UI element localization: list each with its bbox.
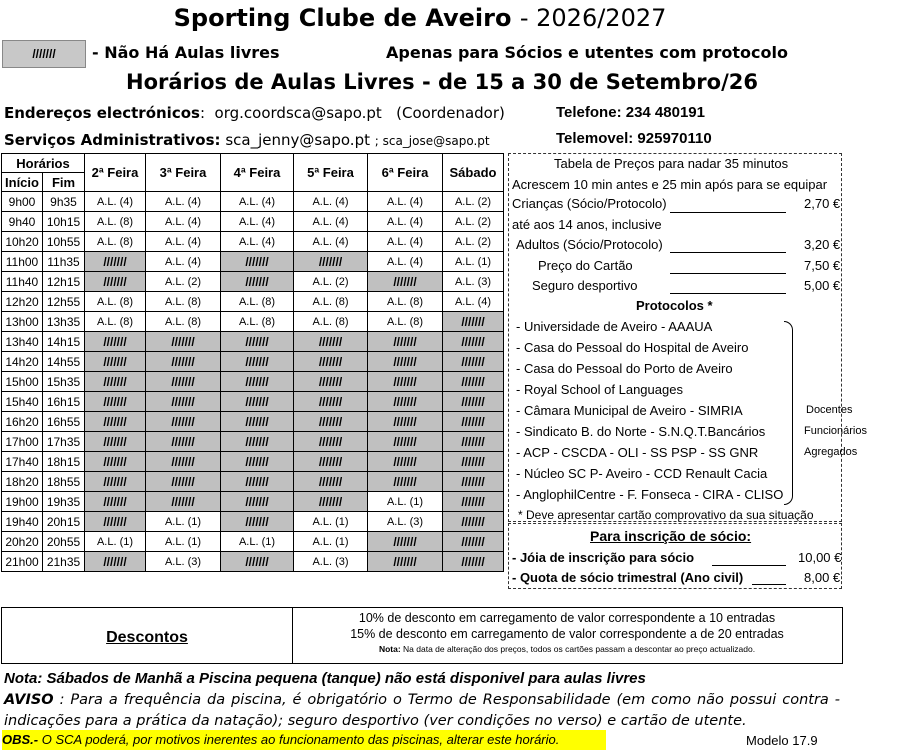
email-coordinator[interactable]: org.coordsca@sapo.pt [214, 104, 382, 122]
start-time: 13h00 [2, 312, 43, 332]
end-time: 12h55 [43, 292, 85, 312]
free-class-cell: A.L. (8) [221, 312, 294, 332]
no-class-cell: /////// [221, 392, 294, 412]
no-class-cell: /////// [221, 552, 294, 572]
free-class-cell: A.L. (2) [294, 272, 368, 292]
table-row [2, 232, 504, 252]
quota-price: 8,00 € [804, 570, 841, 585]
adults-price: 3,20 € [804, 237, 841, 252]
end-time: 13h35 [43, 312, 85, 332]
no-class-cell: /////// [85, 332, 146, 352]
end-time: 16h55 [43, 412, 85, 432]
free-class-cell: A.L. (4) [294, 212, 368, 232]
no-class-cell: /////// [85, 252, 146, 272]
end-time: 12h15 [43, 272, 85, 292]
no-class-cell: /////// [443, 372, 504, 392]
no-class-cell: /////// [146, 332, 221, 352]
joia-price: 10,00 € [798, 550, 842, 565]
obs-banner [2, 730, 606, 750]
free-class-cell: A.L. (4) [146, 192, 221, 212]
end-time: 14h55 [43, 352, 85, 372]
table-row [2, 512, 504, 532]
free-class-cell: A.L. (8) [294, 312, 368, 332]
start-time: 15h40 [2, 392, 43, 412]
discount-note [292, 644, 842, 654]
free-class-cell: A.L. (4) [368, 232, 443, 252]
discount-line: 15% de desconto em carregamento de valor correspondente a de 20 entradas [350, 627, 784, 641]
membership-title: Para inscrição de sócio: [590, 528, 752, 544]
no-class-cell: /////// [443, 492, 504, 512]
start-time: 15h00 [2, 372, 43, 392]
no-class-cell: /////// [146, 492, 221, 512]
model-number: Modelo 17.9 [746, 733, 818, 748]
no-class-cell: /////// [85, 432, 146, 452]
no-class-cell: /////// [294, 432, 368, 452]
day-header: 4ª Feira [221, 154, 294, 192]
no-class-cell: /////// [146, 412, 221, 432]
no-class-cell: /////// [443, 312, 504, 332]
end-time: 20h55 [43, 532, 85, 552]
protocols-title: Protocolos * [636, 298, 713, 313]
free-class-cell: A.L. (3) [368, 512, 443, 532]
quota-label: - Quota de sócio trimestral (Ano civil) [512, 570, 744, 585]
end-time: 10h15 [43, 212, 85, 232]
no-class-cell: /////// [221, 372, 294, 392]
start-time: 11h00 [2, 252, 43, 272]
table-row [2, 372, 504, 392]
free-class-cell: A.L. (4) [146, 232, 221, 252]
no-class-cell: /////// [443, 432, 504, 452]
no-class-cell: /////// [221, 492, 294, 512]
table-row [2, 332, 504, 352]
free-class-cell: A.L. (4) [368, 192, 443, 212]
no-class-cell: /////// [85, 492, 146, 512]
start-time: 20h20 [2, 532, 43, 552]
no-class-cell: /////// [85, 452, 146, 472]
end-time: 14h15 [43, 332, 85, 352]
free-class-cell: A.L. (2) [443, 212, 504, 232]
protocol-item: - Câmara Municipal de Aveiro - SIMRIA [516, 403, 743, 418]
protocol-item: - Universidade de Aveiro - AAAUA [516, 319, 713, 334]
end-time: 19h35 [43, 492, 85, 512]
protocol-item: - Núcleo SC P- Aveiro - CCD Renault Cacia [516, 466, 768, 481]
end-time: 9h35 [43, 192, 85, 212]
no-class-cell: /////// [443, 332, 504, 352]
table-row [2, 452, 504, 472]
day-header: 5ª Feira [294, 154, 368, 192]
emails-label: Endereços electrónicos [4, 104, 200, 122]
free-class-cell: A.L. (1) [146, 512, 221, 532]
no-class-cell: /////// [146, 432, 221, 452]
free-class-cell: A.L. (8) [368, 312, 443, 332]
no-class-cell: /////// [146, 452, 221, 472]
coordinator-note: (Coordenador) [396, 104, 505, 122]
no-class-cell: /////// [221, 272, 294, 292]
no-class-cell: /////// [294, 352, 368, 372]
day-header: 3ª Feira [146, 154, 221, 192]
start-time: 9h00 [2, 192, 43, 212]
free-class-cell: A.L. (8) [146, 312, 221, 332]
protocol-bracket [784, 321, 793, 505]
no-class-cell: /////// [85, 412, 146, 432]
start-time: 17h00 [2, 432, 43, 452]
joia-leader-line [712, 565, 786, 566]
no-class-cell: /////// [85, 352, 146, 372]
saturday-note: Nota: Sábados de Manhã a Piscina pequena (tanque) não está disponivel para aulas livres [4, 670, 646, 687]
free-class-cell: A.L. (8) [146, 292, 221, 312]
protocol-note: * Deve apresentar cartão comprovativo da sua situação [518, 508, 814, 522]
free-class-cell: A.L. (4) [221, 212, 294, 232]
table-row [2, 552, 504, 572]
no-class-cell: /////// [221, 452, 294, 472]
no-class-cell: /////// [221, 352, 294, 372]
no-class-cell: /////// [443, 512, 504, 532]
table-row [2, 352, 504, 372]
no-class-cell: /////// [85, 552, 146, 572]
start-time: 18h20 [2, 472, 43, 492]
start-time: 17h40 [2, 452, 43, 472]
free-class-cell: A.L. (8) [294, 292, 368, 312]
table-row [2, 412, 504, 432]
start-time: 16h20 [2, 412, 43, 432]
discount-note-label: Nota: [378, 644, 401, 654]
no-class-cell: /////// [368, 332, 443, 352]
start-time: 14h20 [2, 352, 43, 372]
kids-price: 2,70 € [804, 196, 841, 211]
no-class-cell: /////// [221, 472, 294, 492]
adults-leader-line [670, 252, 786, 253]
free-class-cell: A.L. (4) [221, 232, 294, 252]
card-leader-line [670, 273, 786, 274]
free-class-cell: A.L. (3) [146, 552, 221, 572]
no-class-cell: /////// [368, 552, 443, 572]
bracket-label: Agregados [804, 446, 858, 458]
no-class-cell: /////// [368, 272, 443, 292]
no-class-cell: /////// [368, 472, 443, 492]
protocol-item: - Casa do Pessoal do Hospital de Aveiro [516, 340, 749, 355]
free-class-cell: A.L. (2) [443, 192, 504, 212]
free-class-cell: A.L. (1) [85, 532, 146, 552]
end-time: 10h55 [43, 232, 85, 252]
no-class-cell: /////// [294, 452, 368, 472]
table-row [2, 212, 504, 232]
no-class-cell: /////// [221, 252, 294, 272]
services-label: Serviços Administrativos: [4, 131, 221, 149]
no-class-cell: /////// [443, 552, 504, 572]
no-class-cell: /////// [294, 252, 368, 272]
end-time: 16h15 [43, 392, 85, 412]
start-time: 19h00 [2, 492, 43, 512]
no-class-cell: /////// [294, 372, 368, 392]
free-class-cell: A.L. (1) [368, 492, 443, 512]
no-class-cell: /////// [294, 392, 368, 412]
no-class-cell: /////// [443, 352, 504, 372]
free-class-cell: A.L. (4) [294, 192, 368, 212]
free-class-cell: A.L. (2) [146, 272, 221, 292]
protocol-item: - ACP - CSCDA - OLI - SS PSP - SS GNR [516, 445, 759, 460]
protocol-item: - AnglophilCentre - F. Fonseca - CIRA - CLISO [516, 487, 784, 502]
protocol-item: - Sindicato B. do Norte - S.N.Q.T.Bancários [516, 424, 766, 439]
free-class-cell: A.L. (8) [221, 292, 294, 312]
no-class-cell: /////// [443, 532, 504, 552]
free-class-cell: A.L. (4) [368, 252, 443, 272]
kids-age-note: até aos 14 anos, inclusive [512, 217, 662, 232]
end-time: 17h35 [43, 432, 85, 452]
free-class-cell: A.L. (4) [368, 212, 443, 232]
day-header: 6ª Feira [368, 154, 443, 192]
end-time: 20h15 [43, 512, 85, 532]
free-class-cell: A.L. (1) [146, 532, 221, 552]
price-table-note: Acrescem 10 min antes e 25 min após para se equipar [512, 177, 828, 192]
obs-label: OBS.- [2, 732, 39, 747]
discounts-box [1, 607, 843, 664]
no-class-cell: /////// [294, 332, 368, 352]
table-row [2, 252, 504, 272]
warning-text [4, 690, 840, 732]
table-row [2, 392, 504, 412]
no-class-cell: /////// [85, 512, 146, 532]
free-class-cell: A.L. (4) [294, 232, 368, 252]
table-row [2, 292, 504, 312]
bracket-label: Docentes [806, 404, 853, 416]
kids-leader-line [670, 212, 786, 213]
no-class-cell: /////// [294, 472, 368, 492]
quota-leader-line [752, 584, 786, 585]
end-time: 15h35 [43, 372, 85, 392]
obs-text: O SCA poderá, por motivos inerentes ao funcionamento das piscinas, alterar este horário. [38, 732, 560, 747]
no-class-cell: /////// [368, 392, 443, 412]
no-class-cell: /////// [221, 412, 294, 432]
services-line [4, 131, 490, 149]
no-class-cell: /////// [221, 432, 294, 452]
schedule-group-header: Horários [2, 154, 85, 173]
free-class-cell: A.L. (4) [146, 252, 221, 272]
club-name: Sporting Clube de Aveiro [173, 4, 512, 32]
insurance-leader-line [670, 293, 786, 294]
free-class-cell: A.L. (4) [443, 292, 504, 312]
discounts-label: Descontos [2, 608, 293, 663]
free-class-cell: A.L. (3) [294, 552, 368, 572]
no-class-cell: /////// [443, 452, 504, 472]
page-title [0, 4, 840, 32]
legend-text: - Não Há Aulas livres [92, 43, 280, 62]
table-row [2, 492, 504, 512]
free-class-cell: A.L. (1) [221, 532, 294, 552]
free-class-cell: A.L. (8) [85, 292, 146, 312]
no-class-cell: /////// [443, 392, 504, 412]
no-class-cell: /////// [85, 472, 146, 492]
bracket-label: Funcionários [804, 425, 867, 437]
schedule-subtitle: Horários de Aulas Livres - de 15 a 30 de Setembro/26 [126, 70, 758, 94]
table-row [2, 312, 504, 332]
no-class-cell: /////// [443, 412, 504, 432]
start-time: 12h20 [2, 292, 43, 312]
mobile-number: Telemovel: 925970110 [556, 130, 712, 147]
start-time: 10h20 [2, 232, 43, 252]
start-time: 21h00 [2, 552, 43, 572]
table-row [2, 532, 504, 552]
start-time: 19h40 [2, 512, 43, 532]
no-class-cell: /////// [368, 432, 443, 452]
table-row [2, 272, 504, 292]
card-price: 7,50 € [804, 258, 841, 273]
insurance-price: 5,00 € [804, 278, 841, 293]
discount-line: 10% de desconto em carregamento de valor correspondente a 10 entradas [358, 611, 776, 625]
free-class-cell: A.L. (8) [85, 312, 146, 332]
day-header: 2ª Feira [85, 154, 146, 192]
no-class-cell: /////// [368, 352, 443, 372]
free-class-cell: A.L. (2) [443, 232, 504, 252]
free-class-cell: A.L. (8) [85, 212, 146, 232]
insurance-label: Seguro desportivo [532, 278, 638, 293]
card-label: Preço do Cartão [538, 258, 633, 273]
schedule-table [1, 153, 504, 572]
no-class-cell: /////// [221, 512, 294, 532]
free-class-cell: A.L. (1) [443, 252, 504, 272]
start-header: Início [2, 173, 43, 192]
table-row [2, 472, 504, 492]
table-row [2, 432, 504, 452]
no-class-cell: /////// [294, 492, 368, 512]
no-class-cell: /////// [443, 472, 504, 492]
end-time: 18h15 [43, 452, 85, 472]
adults-label: Adultos (Sócio/Protocolo) [516, 237, 663, 252]
free-class-cell: A.L. (4) [221, 192, 294, 212]
email-jose[interactable]: ; sca_jose@sapo.pt [374, 134, 490, 148]
protocol-item: - Royal School of Languages [516, 382, 683, 397]
no-class-cell: /////// [85, 272, 146, 292]
no-class-cell: /////// [85, 392, 146, 412]
no-class-cell: /////// [146, 372, 221, 392]
no-class-cell: /////// [146, 392, 221, 412]
warning-body: : Para a frequência da piscina, é obrigatório o Termo de Responsabilidade (em como não possui contra - indicações para a prática da natação); seguro desportivo (ver condições no verso) e cartão de utente. [4, 692, 840, 729]
free-class-cell: A.L. (1) [294, 512, 368, 532]
table-row [2, 192, 504, 212]
end-header: Fim [43, 173, 85, 192]
audience-text: Apenas para Sócios e utentes com protocolo [386, 43, 788, 62]
warning-label: AVISO [4, 692, 54, 708]
end-time: 21h35 [43, 552, 85, 572]
discount-note-text: Na data de alteração dos preços, todos os cartões passam a descontar ao preço actualizado. [403, 644, 756, 654]
season-year: - 2026/2027 [519, 4, 667, 32]
free-class-cell: A.L. (1) [294, 532, 368, 552]
no-class-cell: /////// [368, 412, 443, 432]
free-class-cell: A.L. (3) [443, 272, 504, 292]
no-class-cell: /////// [368, 452, 443, 472]
emails-line: Endereços electrónicos: org.coordsca@sapo.pt (Coordenador) [4, 104, 505, 122]
free-class-cell: A.L. (4) [146, 212, 221, 232]
no-class-cell: /////// [146, 472, 221, 492]
no-class-cell: /////// [221, 332, 294, 352]
price-table-title: Tabela de Preços para nadar 35 minutos [554, 156, 789, 171]
free-class-cell: A.L. (8) [368, 292, 443, 312]
email-jenny[interactable]: sca_jenny@sapo.pt [225, 131, 370, 149]
legend-symbol: /////// [2, 40, 86, 68]
no-class-cell: /////// [146, 352, 221, 372]
end-time: 18h55 [43, 472, 85, 492]
no-class-cell: /////// [294, 412, 368, 432]
discounts-details [292, 608, 842, 654]
day-header: Sábado [443, 154, 504, 192]
protocol-item: - Casa do Pessoal do Porto de Aveiro [516, 361, 733, 376]
end-time: 11h35 [43, 252, 85, 272]
start-time: 9h40 [2, 212, 43, 232]
start-time: 13h40 [2, 332, 43, 352]
no-class-cell: /////// [368, 372, 443, 392]
phone-number: Telefone: 234 480191 [556, 104, 705, 121]
kids-label: Crianças (Sócio/Protocolo) [512, 196, 667, 211]
no-class-cell: /////// [85, 372, 146, 392]
joia-label: - Jóia de inscrição para sócio [512, 550, 695, 565]
free-class-cell: A.L. (8) [85, 232, 146, 252]
start-time: 11h40 [2, 272, 43, 292]
free-class-cell: A.L. (4) [85, 192, 146, 212]
no-class-cell: /////// [368, 532, 443, 552]
